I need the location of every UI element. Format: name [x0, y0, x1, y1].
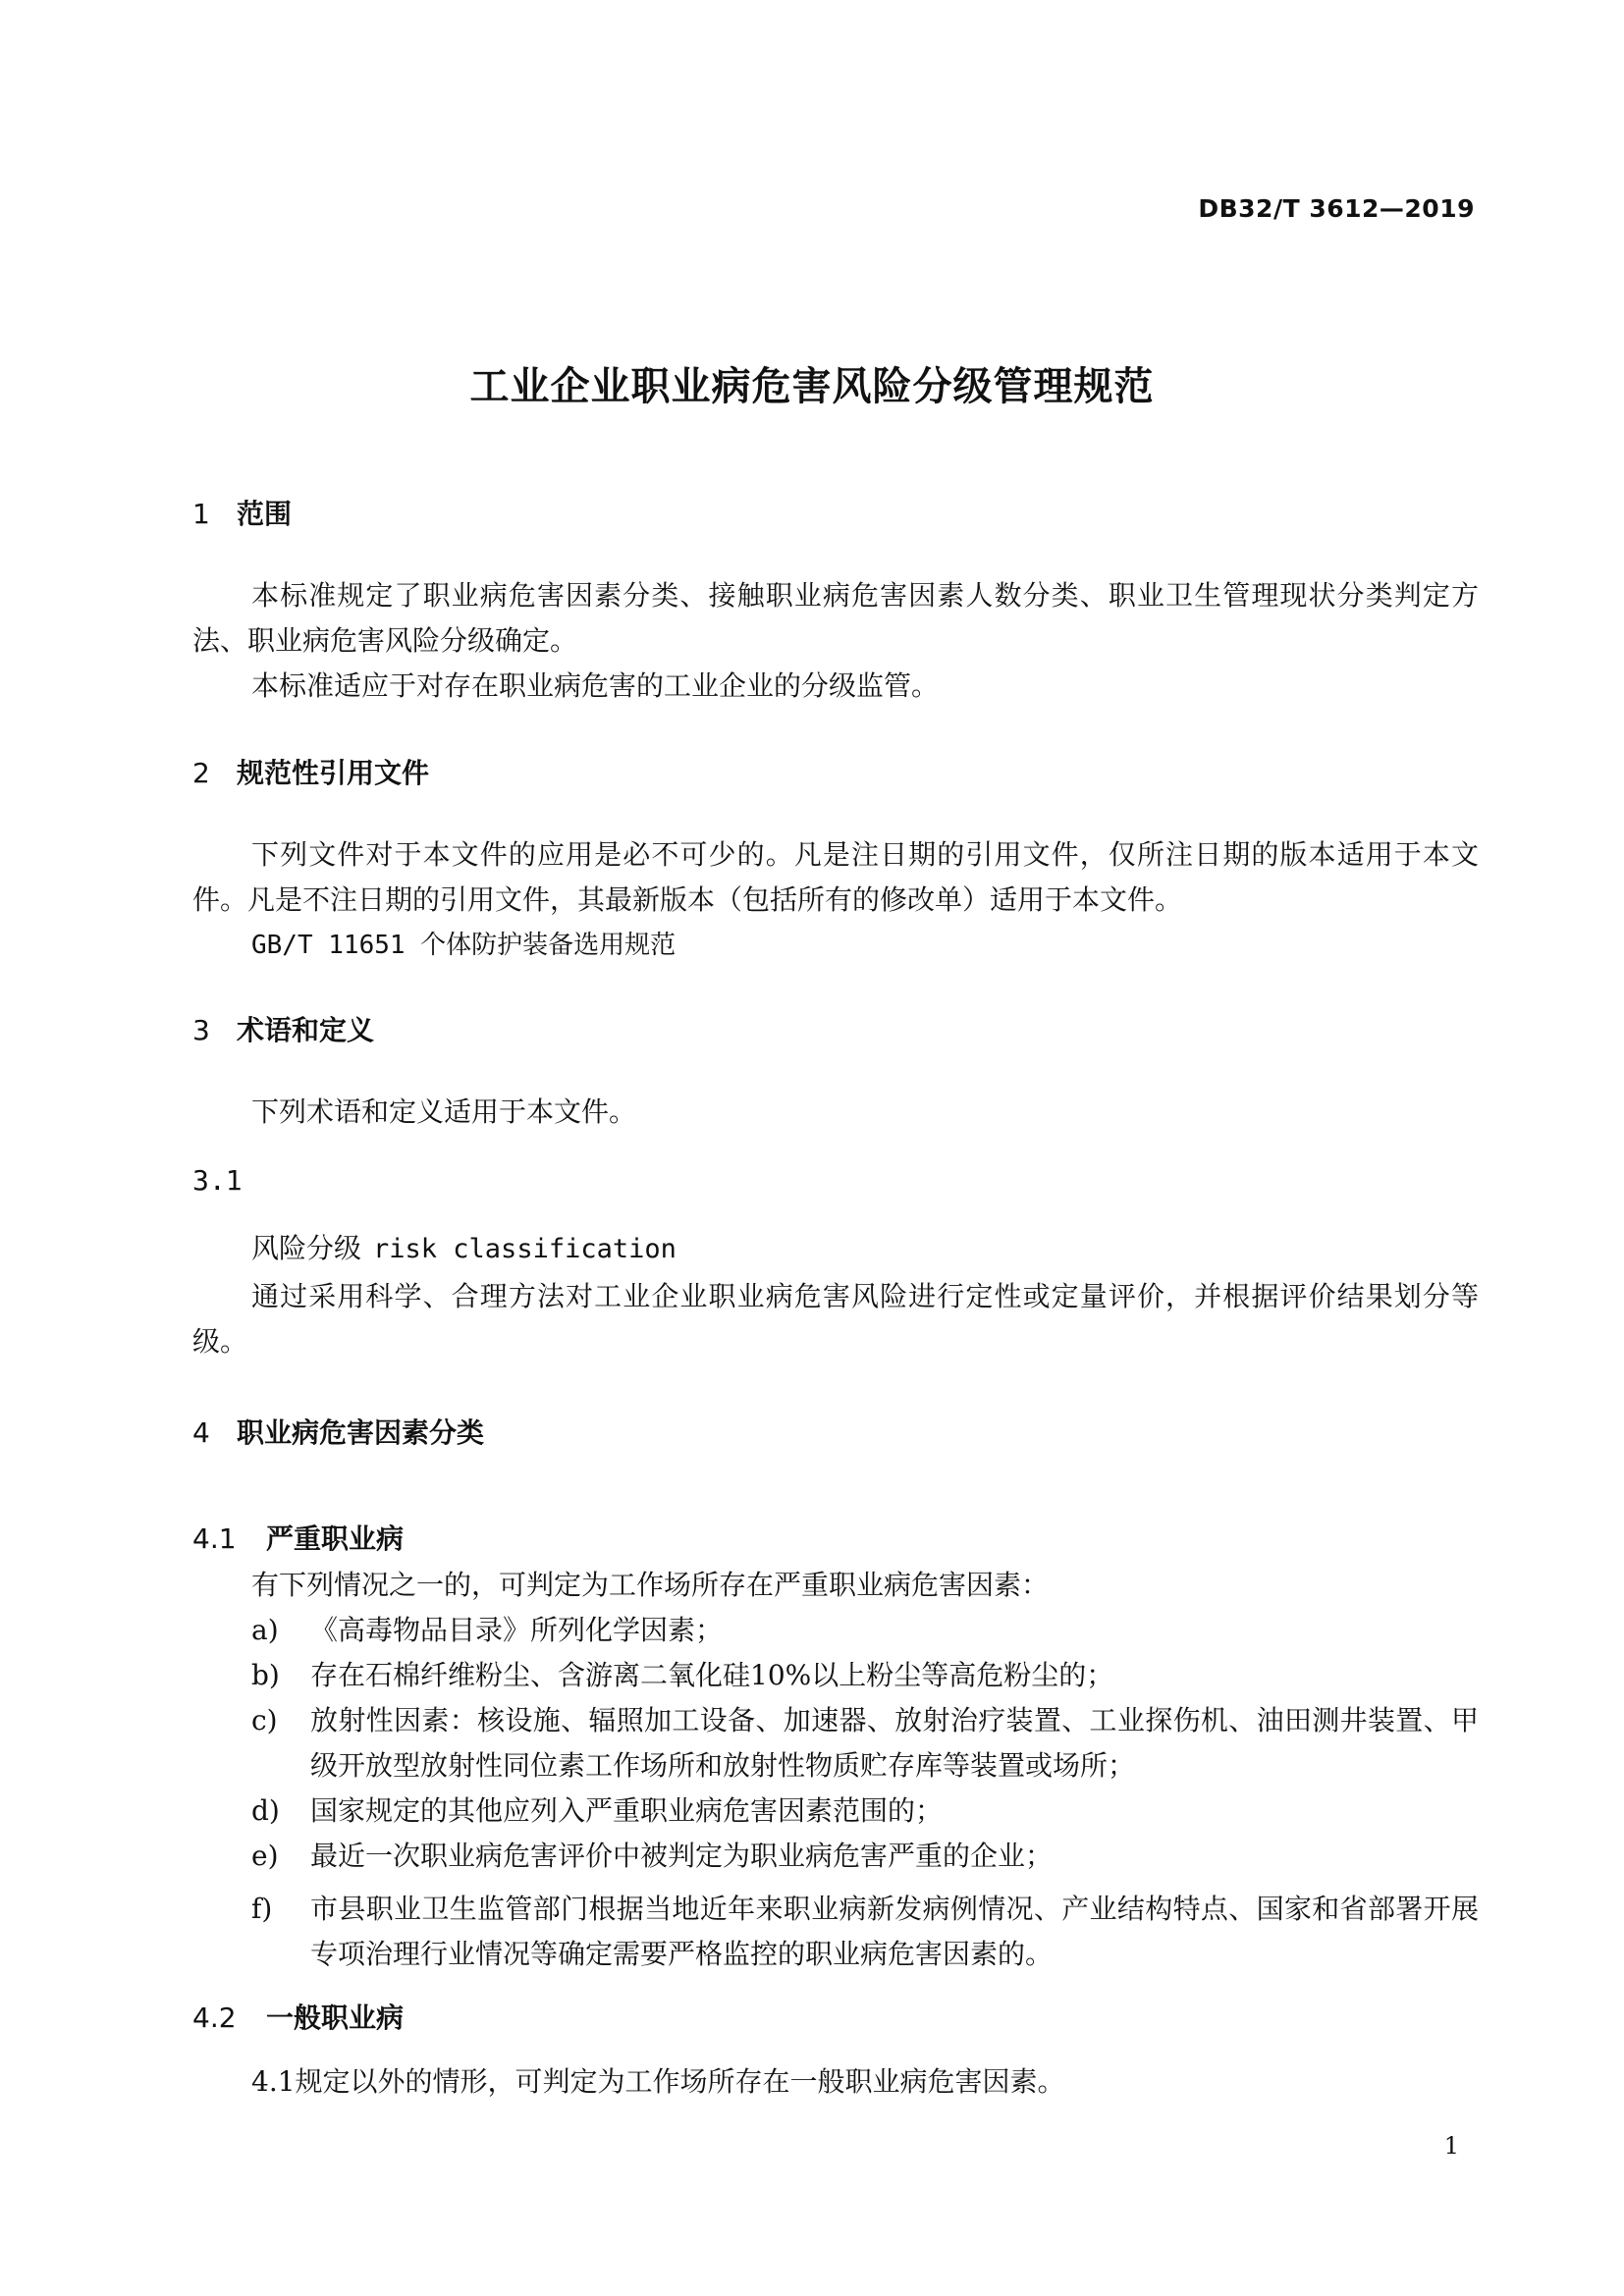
list-text: 存在石棉纤维粉尘、含游离二氧化硅10%以上粉尘等高危粉尘的； [310, 1659, 1114, 1691]
section-heading-terms [192, 1009, 374, 1048]
list-text: 市县职业卫生监管部门根据当地近年来职业病新发病例情况、产业结构特点、国家和省部署开展专项治理行业情况等确定需要严格监控的职业病危害因素的。 [310, 1893, 1479, 1970]
subsection-number: 4.2 [192, 2002, 237, 2034]
list-item [251, 1789, 1479, 1834]
serious-intro: 有下列情况之一的，可判定为工作场所存在严重职业病危害因素： [251, 1569, 1050, 1601]
list-text: 国家规定的其他应列入严重职业病危害因素范围的； [310, 1794, 944, 1827]
document-code: DB32/T 3612—2019 [1198, 194, 1475, 223]
list-item [251, 1653, 1479, 1698]
list-item [251, 1887, 1479, 1977]
document-title: 工业企业职业病危害风险分级管理规范 [469, 364, 1155, 409]
section-heading-scope [192, 493, 292, 532]
subsection-heading-general [192, 1997, 404, 2036]
list-marker: e) [251, 1840, 279, 1872]
section-heading-normative-references [192, 752, 429, 791]
subsection-heading-serious [192, 1518, 404, 1557]
term-zh: 风险分级 [251, 1232, 362, 1264]
list-text: 放射性因素：核设施、辐照加工设备、加速器、放射治疗装置、工业探伤机、油田测井装置、甲级开放型放射性同位素工作场所和放射性物质贮存库等装置或场所； [310, 1704, 1479, 1782]
scope-paragraph-1: 本标准规定了职业病危害因素分类、接触职业病危害因素人数分类、职业卫生管理现状分类判定方法、职业病危害风险分级确定。 [192, 579, 1479, 657]
section-title: 范围 [237, 498, 293, 530]
terms-paragraph: 下列术语和定义适用于本文件。 [251, 1095, 637, 1128]
section-number: 1 [192, 498, 210, 530]
subsection-title: 严重职业病 [266, 1522, 405, 1555]
section-number: 4 [192, 1416, 210, 1449]
term-en: risk classification [373, 1234, 677, 1264]
section-title: 职业病危害因素分类 [237, 1416, 485, 1449]
page-number: 1 [1443, 2132, 1459, 2160]
list-text: 《高毒物品目录》所列化学因素； [310, 1614, 724, 1646]
list-item [251, 1608, 1479, 1653]
scope-paragraph-2: 本标准适应于对存在职业病危害的工业企业的分级监管。 [251, 669, 940, 702]
section-heading-hazard-classification [192, 1412, 484, 1451]
list-item [251, 1834, 1479, 1879]
clause-number: 3.1 [192, 1164, 243, 1197]
list-marker: d) [251, 1794, 280, 1827]
section-title: 规范性引用文件 [237, 757, 430, 789]
term-entry [251, 1227, 677, 1266]
list-marker: f) [251, 1893, 273, 1925]
term-definition: 通过采用科学、合理方法对工业企业职业病危害风险进行定性或定量评价，并根据评价结果划分等级。 [192, 1280, 1479, 1358]
section-number: 2 [192, 757, 210, 789]
list-marker: b) [251, 1659, 280, 1691]
list-marker: a) [251, 1614, 279, 1646]
list-marker: c) [251, 1704, 278, 1736]
subsection-number: 4.1 [192, 1522, 237, 1555]
references-paragraph: 下列文件对于本文件的应用是必不可少的。凡是注日期的引用文件，仅所注日期的版本适用于本文件。凡是不注日期的引用文件，其最新版本（包括所有的修改单）适用于本文件。 [192, 838, 1479, 916]
general-paragraph: 4.1规定以外的情形，可判定为工作场所存在一般职业病危害因素。 [251, 2065, 1065, 2098]
section-number: 3 [192, 1014, 210, 1046]
section-title: 术语和定义 [237, 1014, 375, 1046]
list-item [251, 1698, 1479, 1789]
reference-entry: GB/T 11651 个体防护装备选用规范 [251, 931, 677, 960]
list-text: 最近一次职业病危害评价中被判定为职业病危害严重的企业； [310, 1840, 1054, 1872]
subsection-title: 一般职业病 [266, 2002, 405, 2034]
